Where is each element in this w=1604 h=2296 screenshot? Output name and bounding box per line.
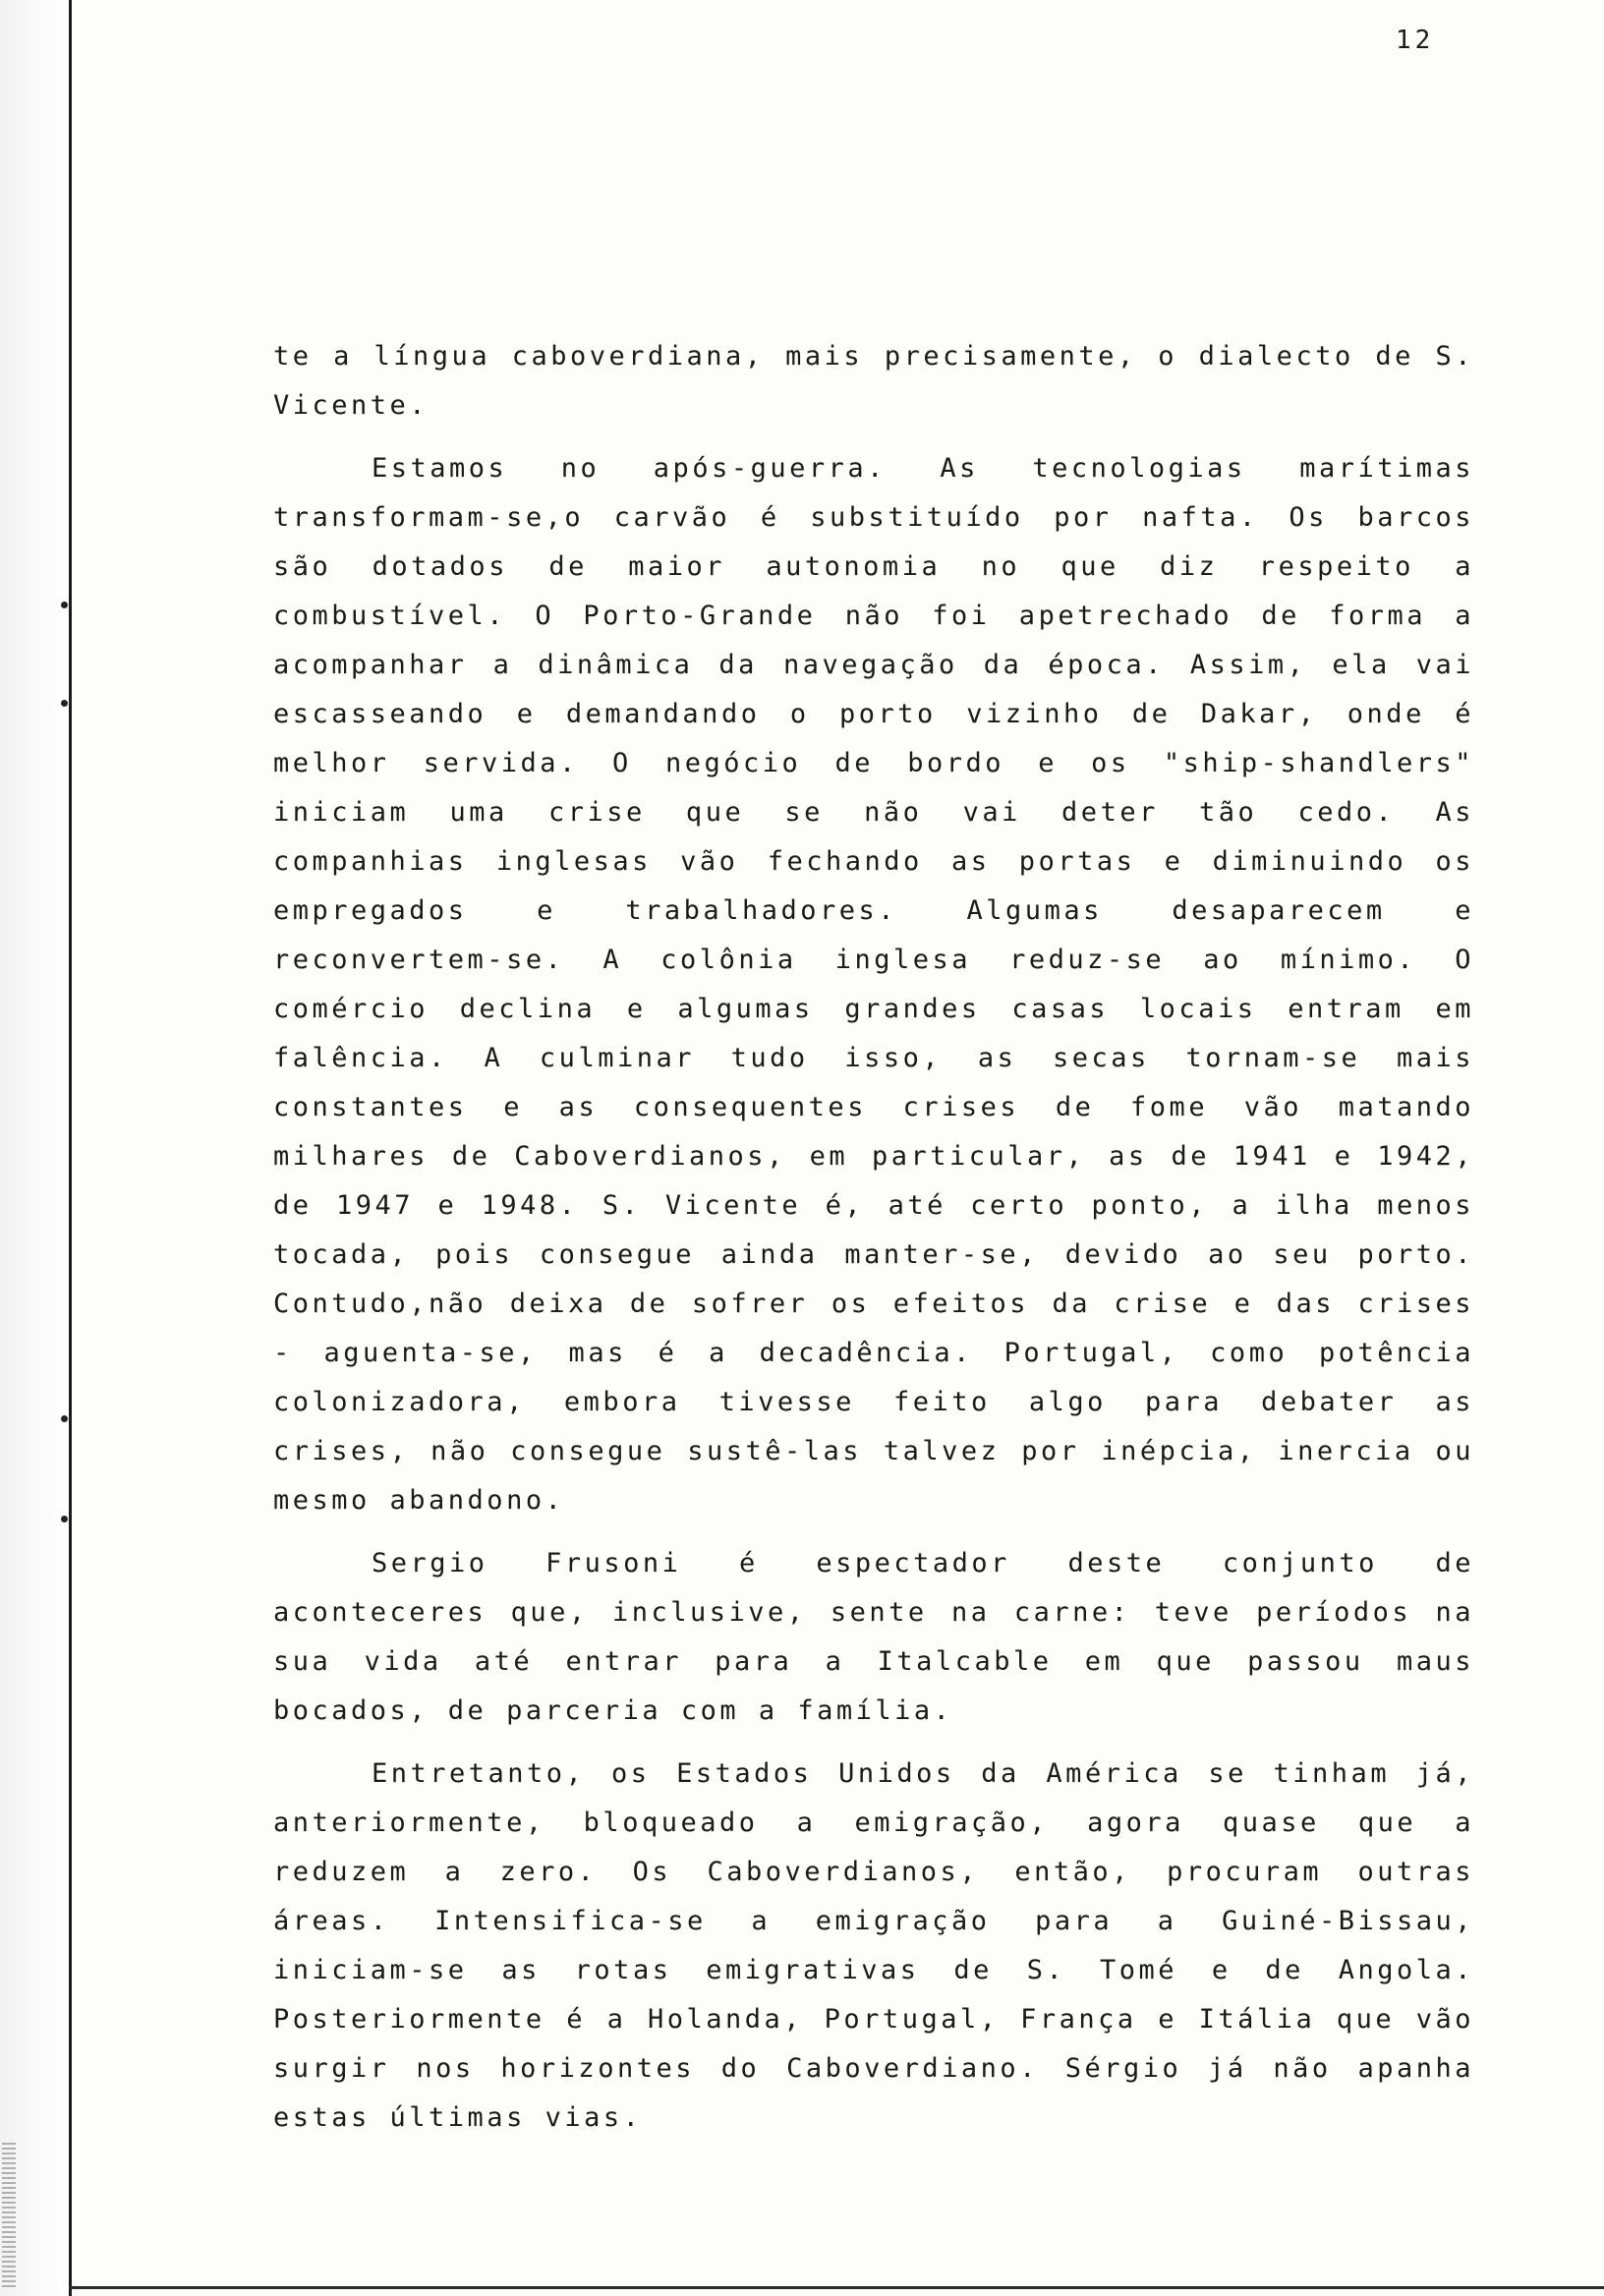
margin-mark xyxy=(61,602,68,608)
margin-mark xyxy=(61,1415,68,1422)
bottom-edge-line xyxy=(69,2286,1604,2289)
scan-speckle xyxy=(2,2143,16,2290)
binding-edge-line xyxy=(69,0,72,2296)
paragraph-3: Sergio Frusoni é espectador deste conjunto de aconteceres que, inclusive, sente na carne: teve períodos na sua vida até entrar para a Italcable em que passou maus bocados, de parceria com a família. xyxy=(273,1548,1474,1726)
body-text xyxy=(273,332,1474,2156)
paragraph-4: Entretanto, os Estados Unidos da América se tinham já, anteriormente, bloqueado a emigração, agora quase que a reduzem a zero. Os Caboverdianos, então, procuram outras áreas. Intensifica-se a emigração para a Guiné-Bissau, iniciam-se as rotas emigrativas de S. Tomé e de Angola. Posteriormente é a Holanda, Portugal, França e Itália que vão surgir nos horizontes do Caboverdiano. Sérgio já não apanha estas últimas vias. xyxy=(273,1758,1474,2133)
paragraph-1: te a língua caboverdiana, mais precisamente, o dialecto de S. Vicente. xyxy=(273,341,1474,421)
page-number: 12 xyxy=(1396,26,1435,55)
margin-mark xyxy=(61,700,68,707)
paragraph-2: Estamos no após-guerra. As tecnologias marítimas transformam-se,o carvão é substituído por nafta. Os barcos são dotados de maior autonomia no que diz respeito a combustível. O Porto-Grande não foi apetrechado de forma a acompanhar a dinâmica da navegação da época. Assim, ela vai escasseando e demandando o porto vizinho de Dakar, onde é melhor servida. O negócio de bordo e os "ship-shandlers" iniciam uma crise que se não vai deter tão cedo. As companhias inglesas vão fechando as portas e diminuindo os empregados e trabalhadores. Algumas desaparecem e reconvertem-se. A colônia inglesa reduz-se ao mínimo. O comércio declina e algumas grandes casas locais entram em falência. A culminar tudo isso, as secas tornam-se mais constantes e as consequentes crises de fome vão matando milhares de Caboverdianos, em particular, as de 1941 e 1942, de 1947 e 1948. S. Vicente é, até certo ponto, a ilha menos tocada, pois consegue ainda manter-se, devido ao seu porto. Contudo,não deixa de sofrer os efeitos da crise e das crises - aguenta-se, mas é a decadência. Portugal, como potência colonizadora, embora tivesse feito algo para debater as crises, não consegue sustê-las talvez por inépcia, inercia ou mesmo abandono. xyxy=(273,453,1474,1516)
binding-shadow xyxy=(0,0,69,2296)
margin-mark xyxy=(61,1516,68,1522)
